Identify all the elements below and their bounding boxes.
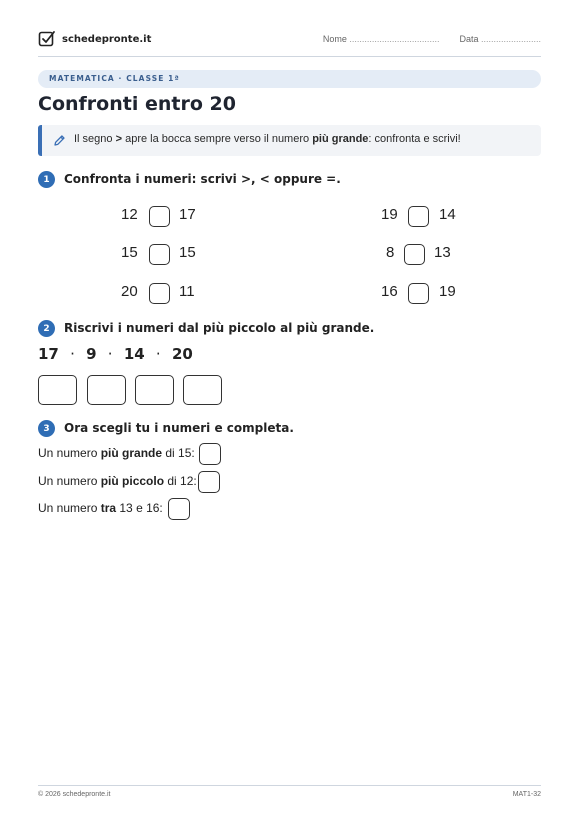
section-3-number: 3: [38, 420, 55, 437]
pair-1-answer-box[interactable]: [149, 206, 170, 227]
complete-line-3: Un numero tra 13 e 16:: [38, 501, 163, 515]
complete-line-3-box[interactable]: [168, 498, 190, 520]
footer-copyright: © 2026 schedepronte.it: [38, 791, 111, 798]
site-name: schedepronte.it: [62, 33, 152, 45]
pair-2-right: 14: [439, 206, 456, 223]
pair-1-right: 17: [179, 206, 196, 223]
complete-line-2: Un numero più piccolo di 12:: [38, 474, 197, 488]
section-2-number: 2: [38, 320, 55, 337]
site-logo: [38, 30, 151, 48]
sequence-number: 9: [86, 345, 97, 363]
order-answer-box-3[interactable]: [135, 375, 174, 405]
tip-box: [38, 125, 541, 156]
pair-5-left: 20: [121, 283, 138, 300]
complete-line-1: Un numero più grande di 15:: [38, 446, 195, 460]
pair-6-right: 19: [439, 283, 456, 300]
sequence-number: 17: [38, 345, 59, 363]
number-sequence: [38, 345, 193, 363]
order-answer-box-1[interactable]: [38, 375, 77, 405]
pair-2-answer-box[interactable]: [408, 206, 429, 227]
order-answer-box-4[interactable]: [183, 375, 222, 405]
subject-badge-label: MATEMATICA · CLASSE 1ª: [49, 74, 180, 83]
header-fields: [323, 34, 541, 44]
page-title: Confronti entro 20: [38, 93, 236, 115]
subject-badge: [38, 70, 541, 88]
complete-line-1-box[interactable]: [199, 443, 221, 465]
pair-6-answer-box[interactable]: [408, 283, 429, 304]
footer-divider: [38, 785, 541, 786]
checkbox-logo-icon: [38, 30, 56, 48]
pair-4-right: 13: [434, 244, 451, 261]
pair-3-answer-box[interactable]: [149, 244, 170, 265]
pair-2-left: 19: [381, 206, 398, 223]
pair-3-right: 15: [179, 244, 196, 261]
section-1-title: Confronta i numeri: scrivi >, < oppure =.: [64, 172, 341, 186]
sequence-separator: ·: [107, 345, 113, 363]
section-3-title: Ora scegli tu i numeri e completa.: [64, 421, 294, 435]
pair-5-right: 11: [179, 283, 195, 300]
date-field: Data ........................: [459, 34, 541, 44]
name-field: Nome ....................................: [322, 34, 440, 44]
pair-3-left: 15: [121, 244, 138, 261]
pencil-icon: [53, 134, 66, 147]
pair-6-left: 16: [381, 283, 398, 300]
sequence-separator: ·: [70, 345, 75, 363]
pair-5-answer-box[interactable]: [149, 283, 170, 304]
complete-line-2-box[interactable]: [198, 471, 220, 493]
tip-accent-bar: [38, 125, 42, 156]
sequence-separator: ·: [155, 345, 161, 363]
section-1-number: 1: [38, 171, 55, 188]
footer-code: MAT1-32: [512, 791, 541, 798]
header-divider: [38, 56, 541, 57]
tip-text: Il segno > apre la bocca sempre verso il numero più grande: confronta e scrivi!: [74, 133, 461, 145]
pair-4-answer-box[interactable]: [404, 244, 425, 265]
sequence-number: 14: [123, 345, 145, 363]
pair-1-left: 12: [121, 206, 138, 223]
pair-4-left: 8: [386, 244, 395, 261]
order-answer-box-2[interactable]: [87, 375, 126, 405]
sequence-number: 20: [171, 345, 193, 363]
section-2-title: Riscrivi i numeri dal più piccolo al più grande.: [64, 321, 375, 335]
